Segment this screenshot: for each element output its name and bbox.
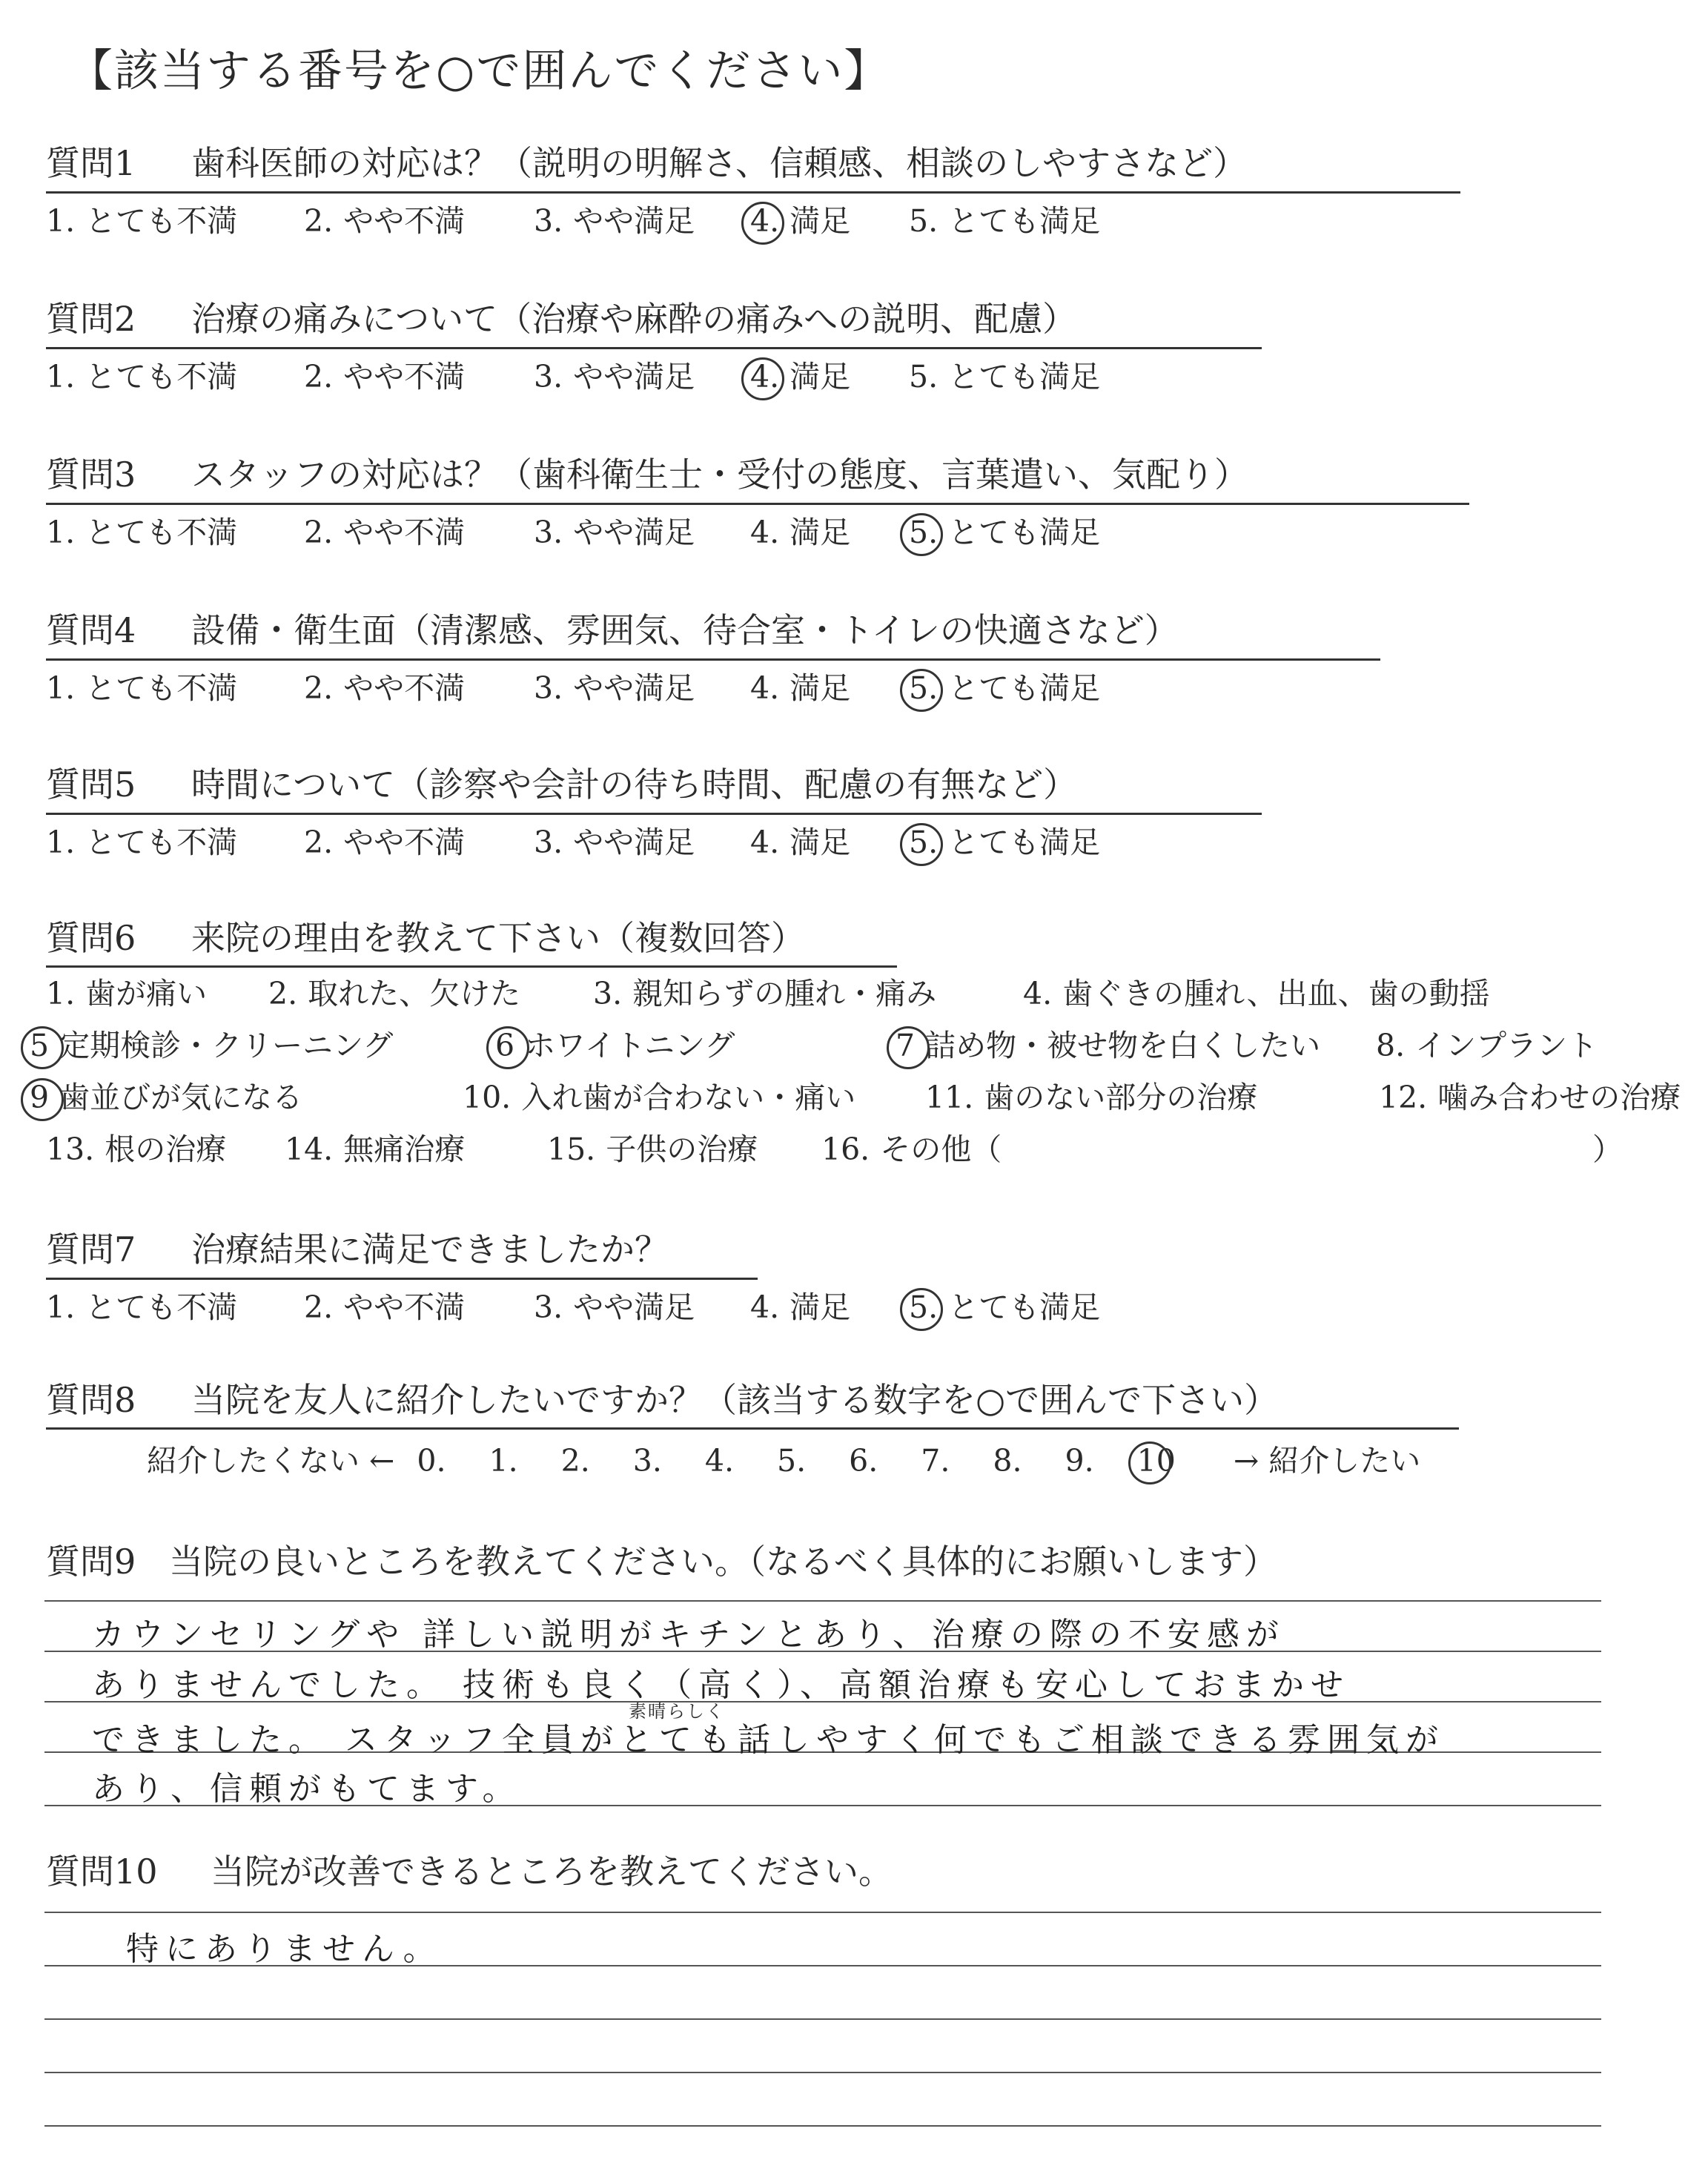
option-number: 2.	[304, 359, 334, 394]
option-1[interactable]	[46, 356, 259, 397]
option-label: とても満足	[948, 825, 1101, 860]
option-3[interactable]	[534, 512, 717, 553]
underline	[46, 813, 1262, 815]
question-heading	[46, 1227, 669, 1272]
option-number: 3.	[534, 825, 563, 860]
reason-option[interactable]	[495, 1025, 757, 1066]
scale-value-7[interactable]	[921, 1440, 960, 1482]
option-number: 5.	[909, 359, 939, 394]
handwritten-answer-line: できました。 スタッフ全員がとても話しやすく何でもご相談できる雰囲気が	[92, 1721, 1445, 1759]
scale-number: 2.	[560, 1443, 590, 1479]
question-number: 質問10	[46, 1852, 158, 1892]
reason-option[interactable]	[46, 973, 229, 1014]
option-number: 5.	[909, 670, 939, 706]
option-1[interactable]	[46, 200, 259, 242]
underline	[46, 347, 1262, 349]
answer-line	[44, 2018, 1601, 2020]
option-label: 詰め物・被せ物を白くしたい	[925, 1028, 1321, 1063]
reason-option[interactable]	[268, 973, 543, 1014]
scale-values	[417, 1443, 1218, 1479]
option-label: 子供の治療	[606, 1132, 758, 1167]
option-label: やや満足	[573, 825, 695, 860]
handwritten-answer-line: カウンセリングや 詳しい説明がキチンとあり、治療の際の不安感が	[92, 1616, 1285, 1654]
option-label: 満足	[790, 825, 851, 860]
question-number: 質問2	[46, 299, 136, 339]
option-number: 5.	[909, 515, 939, 550]
question-number: 質問3	[46, 455, 136, 495]
handwritten-answer-line: ありませんでした。 技術も良く（高く）、高額治療も安心しておまかせ	[92, 1666, 1350, 1704]
underline	[46, 1427, 1459, 1430]
option-3[interactable]	[534, 200, 717, 242]
option-number: 11.	[925, 1080, 974, 1115]
option-5[interactable]	[909, 200, 1122, 242]
option-label: 入れ歯が合わない・痛い	[521, 1080, 856, 1115]
option-label: 取れた、欠けた	[308, 976, 521, 1011]
reason-option[interactable]	[1023, 973, 1512, 1014]
option-label: 満足	[790, 359, 851, 394]
option-label: 歯のない部分の治療	[984, 1080, 1258, 1115]
option-3[interactable]	[534, 667, 717, 709]
question-text: 時間について（診察や会計の待ち時間、配慮の有無など）	[191, 764, 1078, 805]
scale-value-2[interactable]	[561, 1440, 600, 1482]
scale-number: 8.	[993, 1443, 1022, 1479]
option-number: 4.	[750, 825, 780, 860]
handwritten-answer-line: 特にありません。	[126, 1930, 443, 1968]
scale-number: 6.	[849, 1443, 878, 1479]
option-number: 12.	[1379, 1080, 1428, 1115]
option-number: 5.	[909, 203, 939, 239]
option-4[interactable]	[750, 200, 873, 242]
option-number: 7	[896, 1028, 916, 1063]
option-number: 2.	[304, 825, 334, 860]
question-10-heading	[46, 1849, 893, 1894]
option-label: とても満足	[948, 515, 1101, 550]
option-5[interactable]	[909, 822, 1122, 863]
option-number: 5.	[909, 825, 939, 860]
option-number: 3.	[534, 203, 563, 239]
scale-number: 7.	[921, 1443, 950, 1479]
option-4[interactable]	[750, 512, 873, 553]
option-number: 3.	[534, 515, 563, 550]
question-number: 質問1	[46, 143, 136, 183]
option-number: 5	[30, 1028, 50, 1063]
reason-option[interactable]	[1376, 1025, 1620, 1066]
option-label: とても不満	[85, 670, 238, 706]
scale-value-4[interactable]	[705, 1440, 744, 1482]
option-number: 2.	[304, 515, 334, 550]
option-3[interactable]	[534, 1287, 717, 1328]
page-title: 【該当する番号を○で囲んでください】	[68, 45, 890, 97]
option-4[interactable]	[750, 667, 873, 709]
option-label: 満足	[790, 203, 851, 239]
option-number: 4.	[750, 203, 780, 239]
question-text: 当院を友人に紹介したいですか？（該当する数字を○で囲んで下さい）	[191, 1380, 1279, 1420]
question-text: 治療の痛みについて（治療や麻酔の痛みへの説明、配慮）	[191, 299, 1077, 339]
option-number: 10.	[463, 1080, 512, 1115]
scale-number: 4.	[704, 1443, 735, 1479]
option-label: やや満足	[573, 670, 695, 706]
option-number: 2.	[268, 976, 298, 1011]
option-number: 4.	[750, 359, 780, 394]
option-number: 4.	[750, 515, 780, 550]
option-label: やや満足	[573, 1289, 695, 1325]
option-label: やや満足	[573, 203, 695, 239]
option-label: とても満足	[948, 359, 1101, 394]
option-label: とても満足	[948, 203, 1101, 239]
option-label: 歯ぐきの腫れ、出血、歯の動揺	[1062, 976, 1490, 1011]
option-1[interactable]	[46, 1287, 259, 1328]
question-number: 質問4	[46, 610, 136, 650]
scale-number: 3.	[632, 1443, 662, 1479]
option-label: とても不満	[85, 825, 238, 860]
option-4[interactable]	[750, 822, 873, 863]
option-label: やや満足	[573, 359, 695, 394]
option-number: 3.	[534, 1289, 563, 1325]
option-label: 親知らずの腫れ・痛み	[632, 976, 937, 1011]
option-number: 4.	[750, 1289, 780, 1325]
answer-line	[44, 1600, 1601, 1602]
option-2[interactable]	[304, 200, 487, 242]
question-number: 質問7	[46, 1229, 136, 1269]
option-label: やや不満	[343, 670, 466, 706]
reason-option[interactable]	[593, 973, 959, 1014]
option-label: やや不満	[343, 359, 466, 394]
answer-line	[44, 2125, 1601, 2127]
option-label: 満足	[790, 515, 851, 550]
option-3[interactable]	[534, 356, 717, 397]
answer-line	[44, 2072, 1601, 2073]
question-text: 当院の良いところを教えてください。（なるべく具体的にお願いします）	[169, 1542, 1277, 1582]
reason-option[interactable]	[821, 1129, 1024, 1170]
option-4[interactable]	[750, 1287, 873, 1328]
option-label: ホワイトニング	[525, 1028, 735, 1063]
option-5[interactable]	[909, 1287, 1122, 1328]
question-number: 質問5	[46, 764, 136, 805]
scale-value-8[interactable]	[993, 1440, 1032, 1482]
option-number: 3.	[534, 670, 563, 706]
option-number: 1.	[46, 825, 76, 860]
question-text: 治療結果に満足できましたか？	[191, 1229, 669, 1269]
scale-value-5[interactable]	[777, 1440, 816, 1482]
question-heading	[46, 452, 1248, 497]
underline	[46, 503, 1469, 505]
scale-value-3[interactable]	[633, 1440, 672, 1482]
option-label: 根の治療	[105, 1132, 227, 1167]
option-5[interactable]	[909, 667, 1122, 709]
option-label: とても満足	[948, 1289, 1101, 1325]
option-1[interactable]	[46, 512, 259, 553]
reason-option[interactable]	[46, 1129, 248, 1170]
reason-option[interactable]	[285, 1129, 487, 1170]
option-number: 5.	[909, 1289, 939, 1325]
scale-number: 1.	[489, 1443, 518, 1479]
reason-option[interactable]	[30, 1025, 415, 1066]
reason-option[interactable]	[925, 1077, 1280, 1118]
option-number: 2.	[304, 203, 334, 239]
option-5[interactable]	[909, 356, 1122, 397]
option-label: とても不満	[85, 1289, 238, 1325]
option-3[interactable]	[534, 822, 717, 863]
option-2[interactable]	[304, 822, 487, 863]
scale-right-label: → 紹介したい	[1233, 1443, 1421, 1479]
option-label: とても不満	[85, 359, 238, 394]
option-label: 無痛治療	[343, 1132, 466, 1167]
underline	[46, 658, 1380, 661]
question-6-heading	[46, 916, 805, 960]
option-number: 13.	[46, 1132, 95, 1167]
scale-number: 0.	[417, 1443, 446, 1479]
option-label: その他（	[880, 1132, 1002, 1167]
option-number: 1.	[46, 1289, 76, 1325]
reason-option[interactable]	[463, 1077, 878, 1118]
handwritten-answer-line: あり、信頼がもてます。	[92, 1770, 522, 1808]
reason-option[interactable]	[547, 1129, 780, 1170]
underline	[46, 191, 1460, 194]
option-2[interactable]	[304, 512, 487, 553]
underline	[46, 1278, 758, 1280]
question-9-heading	[46, 1539, 1277, 1584]
option-number: 1.	[46, 670, 76, 706]
question-number: 質問6	[46, 918, 136, 958]
question-heading	[46, 762, 1077, 807]
option-number: 9	[30, 1080, 50, 1115]
scale-number: 10	[1136, 1443, 1176, 1479]
option-number: 15.	[547, 1132, 596, 1167]
option-number: 1.	[46, 359, 76, 394]
answer-line	[44, 1912, 1601, 1913]
question-heading	[46, 608, 1179, 653]
option-label: 歯並びが気になる	[59, 1080, 303, 1115]
option-label: 定期検診・クリーニング	[59, 1028, 394, 1063]
option-number: 1.	[46, 976, 76, 1011]
scale-value-9[interactable]	[1065, 1440, 1105, 1482]
option-label: やや不満	[343, 1289, 466, 1325]
option-label: やや満足	[573, 515, 695, 550]
option-1[interactable]	[46, 667, 259, 709]
option-number: 2.	[304, 1289, 334, 1325]
option-2[interactable]	[304, 356, 487, 397]
option-label: やや不満	[343, 203, 466, 239]
option-label: 満足	[790, 1289, 851, 1325]
scale-number: 9.	[1065, 1443, 1094, 1479]
option-4[interactable]	[750, 356, 873, 397]
question-8-heading	[46, 1378, 1278, 1422]
other-close-paren: ）	[1592, 1132, 1623, 1167]
option-number: 2.	[304, 670, 334, 706]
question-heading	[46, 297, 1076, 341]
question-text: 来院の理由を教えて下さい（複数回答）	[191, 918, 805, 958]
option-2[interactable]	[304, 1287, 487, 1328]
option-label: とても満足	[948, 670, 1101, 706]
option-label: やや不満	[343, 825, 466, 860]
option-number: 6	[495, 1028, 515, 1063]
option-label: 満足	[790, 670, 851, 706]
reason-option[interactable]	[1379, 1077, 1703, 1118]
scale-left-label: 紹介したくない ←	[147, 1443, 395, 1479]
option-1[interactable]	[46, 822, 259, 863]
scale-value-0[interactable]	[417, 1440, 456, 1482]
question-heading	[46, 141, 1247, 185]
reason-option[interactable]	[30, 1077, 325, 1118]
question-text: 歯科医師の対応は？（説明の明解さ、信頼感、相談のしやすさなど）	[191, 143, 1248, 183]
question-number: 質問8	[46, 1380, 136, 1420]
option-label: とても不満	[85, 515, 238, 550]
handwritten-insertion: 素晴らしく	[629, 1701, 725, 1722]
option-number: 4.	[750, 670, 780, 706]
option-label: インプラント	[1415, 1028, 1598, 1063]
option-number: 1.	[46, 515, 76, 550]
reason-option[interactable]	[896, 1025, 1343, 1066]
scale-value-1[interactable]	[489, 1440, 529, 1482]
option-5[interactable]	[909, 512, 1122, 553]
option-number: 3.	[593, 976, 623, 1011]
option-number: 14.	[285, 1132, 334, 1167]
option-2[interactable]	[304, 667, 487, 709]
scale-value-10[interactable]	[1137, 1440, 1186, 1482]
underline	[46, 965, 897, 968]
option-label: 噛み合わせの治療	[1437, 1080, 1681, 1115]
question-number: 質問9	[46, 1542, 136, 1582]
option-number: 1.	[46, 203, 76, 239]
question-text: 当院が改善できるところを教えてください。	[211, 1852, 893, 1892]
option-label: とても不満	[85, 203, 238, 239]
question-text: スタッフの対応は？（歯科衛生士・受付の態度、言葉遣い、気配り）	[191, 455, 1248, 495]
question-text: 設備・衛生面（清潔感、雰囲気、待合室・トイレの快適さなど）	[191, 610, 1179, 650]
option-number: 8.	[1376, 1028, 1406, 1063]
option-label: やや不満	[343, 515, 466, 550]
scale-value-6[interactable]	[849, 1440, 888, 1482]
option-number: 3.	[534, 359, 563, 394]
option-number: 4.	[1023, 976, 1053, 1011]
option-label: 歯が痛い	[85, 976, 208, 1011]
scale-number: 5.	[777, 1443, 807, 1479]
recommend-scale	[147, 1440, 1420, 1482]
option-number: 16.	[821, 1132, 870, 1167]
